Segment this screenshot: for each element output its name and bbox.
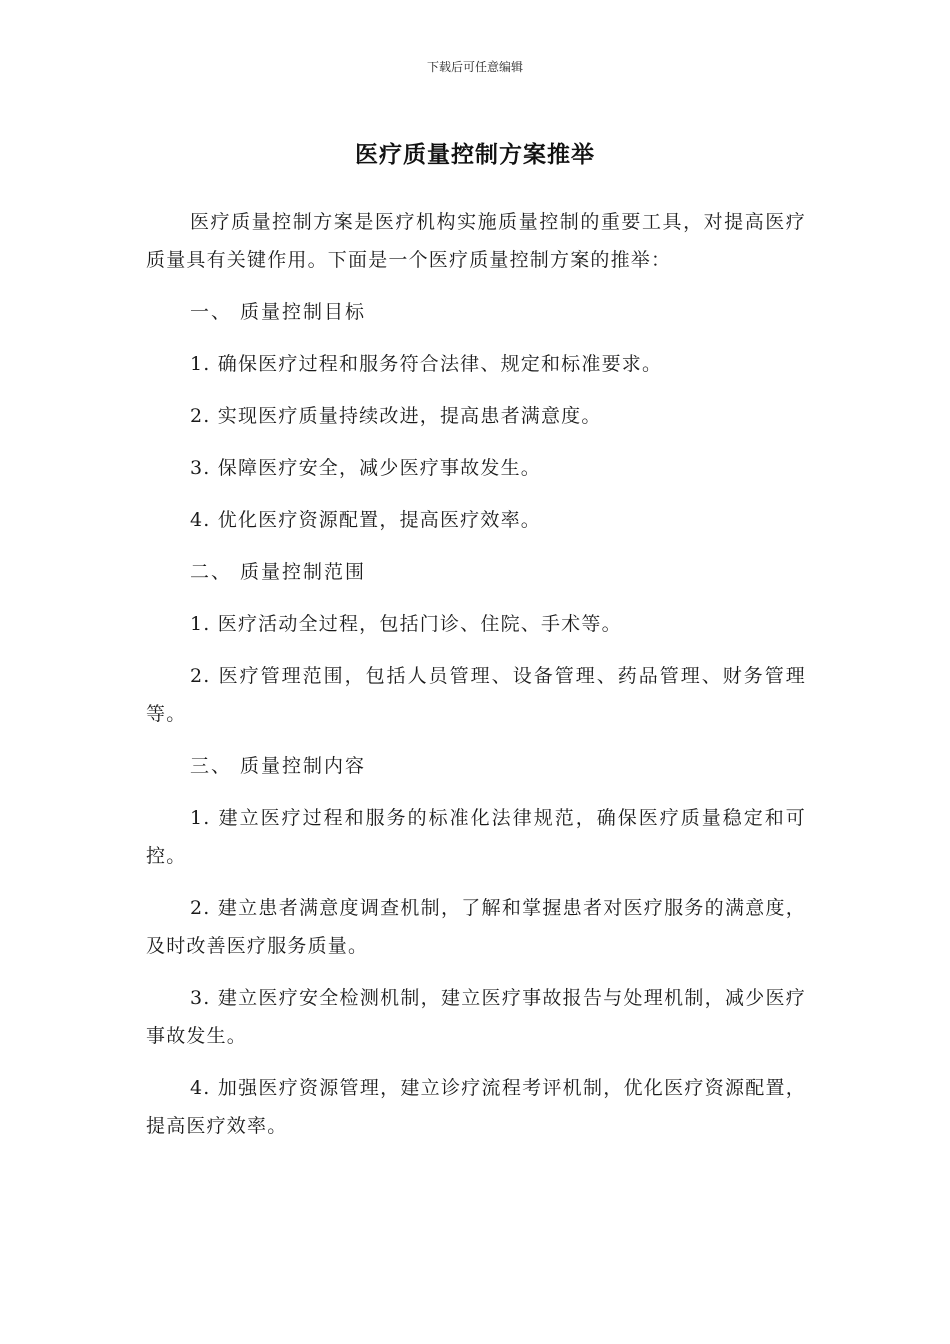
section-heading-scope: 二、 质量控制范围	[190, 561, 367, 583]
list-item: 4. 优化医疗资源配置，提高医疗效率。	[190, 509, 541, 531]
list-item: 3. 建立医疗安全检测机制，建立医疗事故报告与处理机制，减少医疗事故发生。	[146, 987, 806, 1047]
intro-paragraph: 医疗质量控制方案是医疗机构实施质量控制的重要工具，对提高医疗质量具有关键作用。下面是一个医疗质量控制方案的推举：	[146, 211, 806, 271]
document-body	[146, 203, 806, 1159]
document-title: 医疗质量控制方案推举	[355, 142, 595, 168]
list-item: 1. 建立医疗过程和服务的标准化法律规范，确保医疗质量稳定和可控。	[146, 807, 806, 867]
list-item: 4. 加强医疗资源管理，建立诊疗流程考评机制，优化医疗资源配置，提高医疗效率。	[146, 1077, 806, 1137]
list-item: 2. 医疗管理范围，包括人员管理、设备管理、药品管理、财务管理等。	[146, 665, 806, 725]
section-heading-content: 三、 质量控制内容	[190, 755, 367, 777]
list-item: 2. 建立患者满意度调查机制，了解和掌握患者对医疗服务的满意度，及时改善医疗服务质量。	[146, 897, 806, 957]
section-heading-goals: 一、 质量控制目标	[190, 301, 367, 323]
list-item: 1. 医疗活动全过程，包括门诊、住院、手术等。	[190, 613, 622, 635]
list-item: 1. 确保医疗过程和服务符合法律、规定和标准要求。	[190, 353, 663, 375]
list-item: 2. 实现医疗质量持续改进，提高患者满意度。	[190, 405, 602, 427]
list-item: 3. 保障医疗安全，减少医疗事故发生。	[190, 457, 541, 479]
header-note: 下载后可任意编辑	[426, 60, 523, 74]
